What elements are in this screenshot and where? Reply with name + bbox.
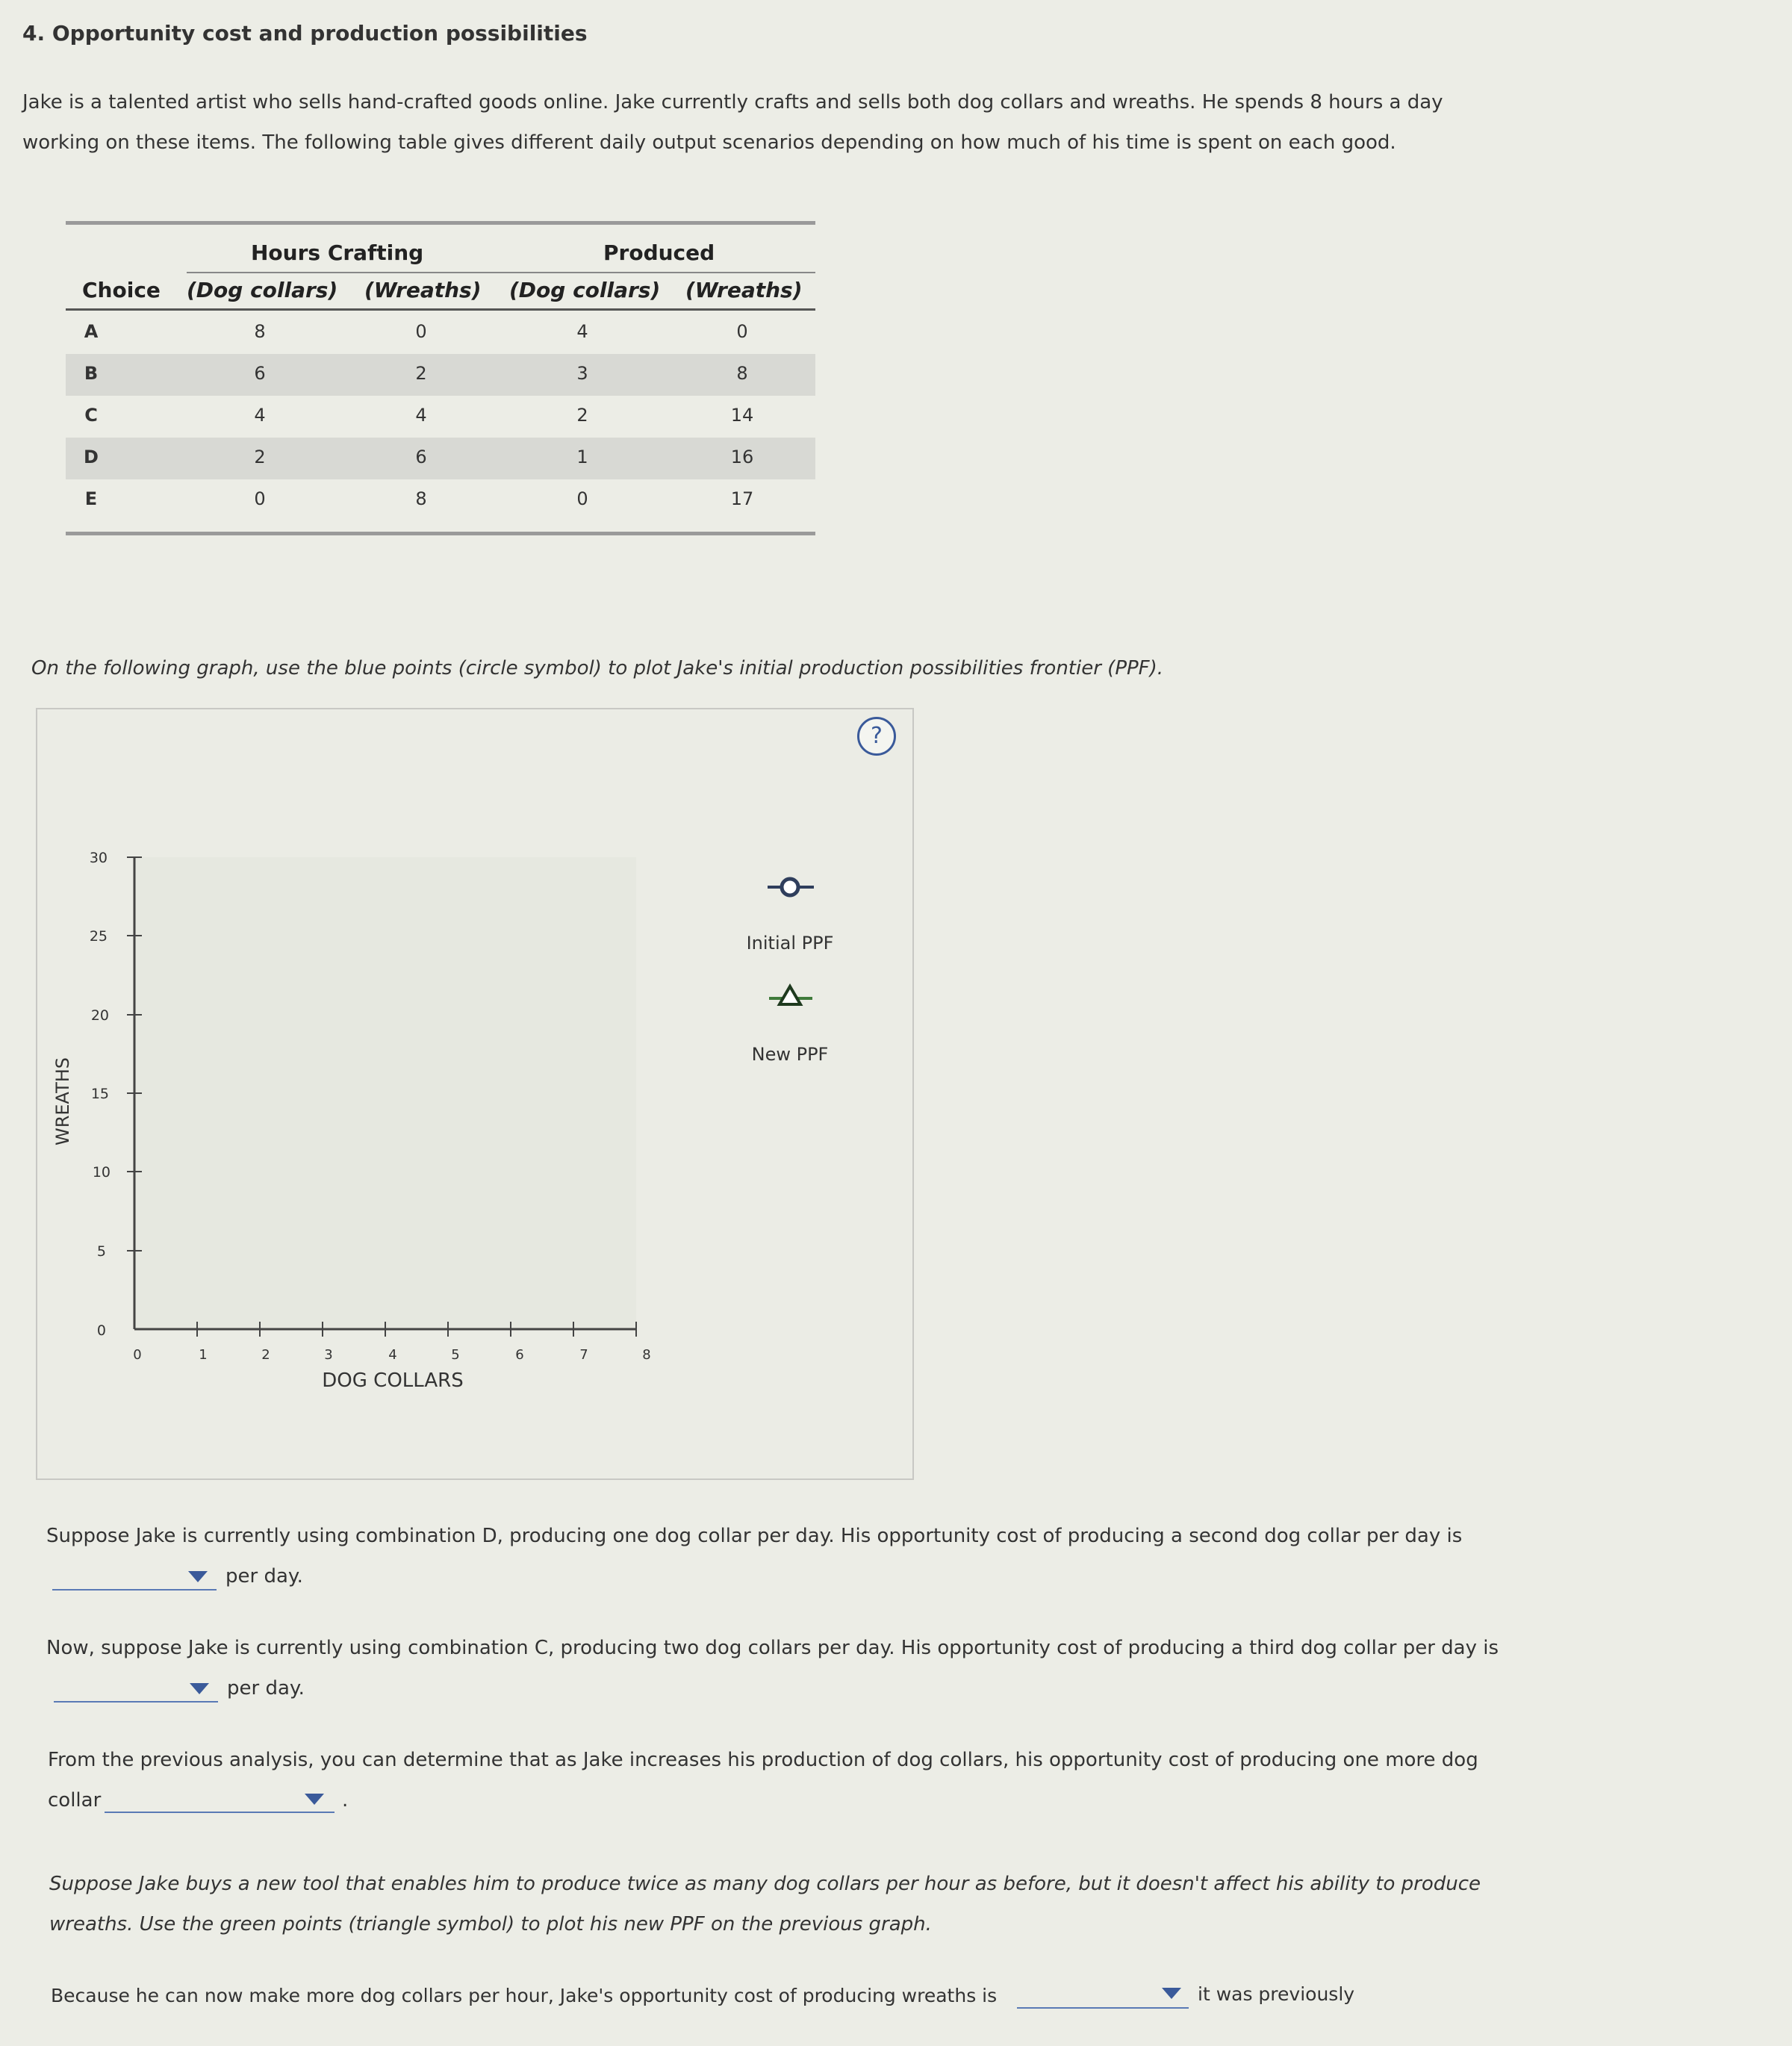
q3-answer-dropdown[interactable] (105, 1812, 335, 1813)
q4-line-2: wreaths. Use the green points (triangle symbol) to plot his new PPF on the previous graph. (49, 1913, 932, 1935)
header-hours-wreaths: (Wreaths) (364, 278, 482, 302)
y-tick-label: 0 (96, 1322, 106, 1339)
hours-wreaths-cell: 4 (415, 405, 427, 426)
choice-cell: C (84, 405, 98, 426)
q3-suffix: . (342, 1789, 349, 1812)
produced-wreaths-cell: 16 (730, 447, 754, 467)
x-tick-label: 6 (515, 1347, 524, 1363)
q2-suffix: per day. (227, 1677, 305, 1700)
plot-area[interactable] (134, 857, 636, 1329)
legend-initial-ppf-label: Initial PPF (746, 933, 834, 954)
x-tick-label: 4 (388, 1347, 397, 1363)
hours-dog-cell: 0 (254, 488, 266, 509)
hours-dog-cell: 8 (254, 321, 266, 342)
hours-dog-cell: 4 (254, 405, 266, 426)
y-tick-label: 30 (89, 850, 108, 866)
q4-line-1: Suppose Jake buys a new tool that enables him to produce twice as many dog collars per hour as before, but it doesn't affect his ability to produce (49, 1873, 1481, 1895)
initial-ppf-tool[interactable] (768, 879, 814, 895)
produced-dog-cell: 1 (576, 447, 588, 467)
choice-cell: E (84, 488, 98, 509)
hours-wreaths-cell: 2 (415, 363, 427, 384)
header-hours-dog-collars: (Dog collars) (187, 278, 338, 302)
produced-dog-cell: 3 (576, 363, 588, 384)
y-tick-label: 5 (96, 1243, 106, 1260)
q5-dropdown-chevron-icon[interactable] (1162, 1988, 1181, 1999)
choice-cell: B (84, 363, 99, 384)
hours-dog-cell: 6 (254, 363, 266, 384)
hours-wreaths-cell: 8 (415, 488, 427, 509)
hours-wreaths-cell: 0 (415, 321, 427, 342)
header-produced-dog-collars: (Dog collars) (509, 278, 661, 302)
choice-cell: A (84, 321, 99, 342)
intro-line-1: Jake is a talented artist who sells hand-crafted goods online. Jake currently crafts and sells both dog collars and wreaths. He spends 8 hours a day (22, 91, 1443, 114)
produced-dog-cell: 0 (576, 488, 588, 509)
intro-line-2: working on these items. The following table gives different daily output scenarios depending on how much of his time is spent on each good. (22, 131, 1396, 154)
q3-prefix: collar (48, 1789, 102, 1812)
header-choice: Choice (82, 278, 161, 302)
q1-text: Suppose Jake is currently using combination D, producing one dog collar per day. His opportunity cost of producing a second dog collar per day is (46, 1525, 1463, 1547)
header-produced-wreaths: (Wreaths) (685, 278, 803, 302)
header-hours-crafting: Hours Crafting (251, 240, 424, 265)
q2-dropdown-chevron-icon[interactable] (190, 1683, 209, 1694)
produced-wreaths-cell: 17 (730, 488, 754, 509)
q2-answer-dropdown[interactable] (54, 1701, 218, 1703)
y-tick-label: 15 (90, 1086, 109, 1102)
y-tick-label: 10 (92, 1164, 111, 1181)
question-title: 4. Opportunity cost and production possibilities (22, 21, 588, 46)
q2-text: Now, suppose Jake is currently using combination C, producing two dog collars per day. His opportunity cost of producing a third dog collar per day is (46, 1637, 1499, 1659)
produced-dog-cell: 4 (576, 321, 588, 342)
header-produced: Produced (603, 240, 715, 265)
q3-dropdown-chevron-icon[interactable] (305, 1794, 324, 1805)
x-tick-label: 0 (133, 1347, 142, 1363)
q1-dropdown-chevron-icon[interactable] (188, 1571, 208, 1582)
choice-cell: D (84, 447, 99, 467)
produced-wreaths-cell: 8 (736, 363, 748, 384)
y-tick-label: 20 (90, 1007, 109, 1024)
q5-text: Because he can now make more dog collars per hour, Jake's opportunity cost of producing wreaths is (51, 1985, 998, 2006)
x-tick-label: 3 (324, 1347, 333, 1363)
y-axis-label: WREATHS (52, 1057, 73, 1146)
q5-suffix: it was previously (1198, 1983, 1355, 2005)
graph-instruction: On the following graph, use the blue points (circle symbol) to plot Jake's initial production possibilities frontier (PPF). (31, 657, 1164, 680)
help-button[interactable]: ? (857, 717, 896, 756)
x-tick-label: 7 (579, 1347, 588, 1363)
triangle-icon[interactable] (780, 986, 800, 1004)
x-tick-label: 5 (451, 1347, 460, 1363)
legend-new-ppf-label: New PPF (751, 1044, 829, 1065)
y-tick-label: 25 (89, 928, 108, 945)
x-axis-label: DOG COLLARS (322, 1369, 464, 1392)
produced-dog-cell: 2 (576, 405, 588, 426)
q4-instruction (49, 1864, 1481, 1944)
new-ppf-tool[interactable] (769, 986, 812, 1004)
q1-suffix: per day. (225, 1565, 303, 1588)
hours-dog-cell: 2 (254, 447, 266, 467)
q3-text: From the previous analysis, you can determine that as Jake increases his production of dog collars, his opportunity cost of producing one more dog (48, 1749, 1478, 1771)
x-tick-label: 1 (199, 1347, 208, 1363)
x-tick-label: 8 (642, 1347, 651, 1363)
produced-wreaths-cell: 0 (736, 321, 748, 342)
produced-wreaths-cell: 14 (730, 405, 754, 426)
x-tick-label: 2 (261, 1347, 270, 1363)
circle-icon[interactable] (782, 879, 798, 895)
q1-answer-dropdown[interactable] (52, 1589, 217, 1591)
q5-answer-dropdown[interactable] (1017, 2007, 1189, 2009)
hours-wreaths-cell: 6 (415, 447, 427, 467)
